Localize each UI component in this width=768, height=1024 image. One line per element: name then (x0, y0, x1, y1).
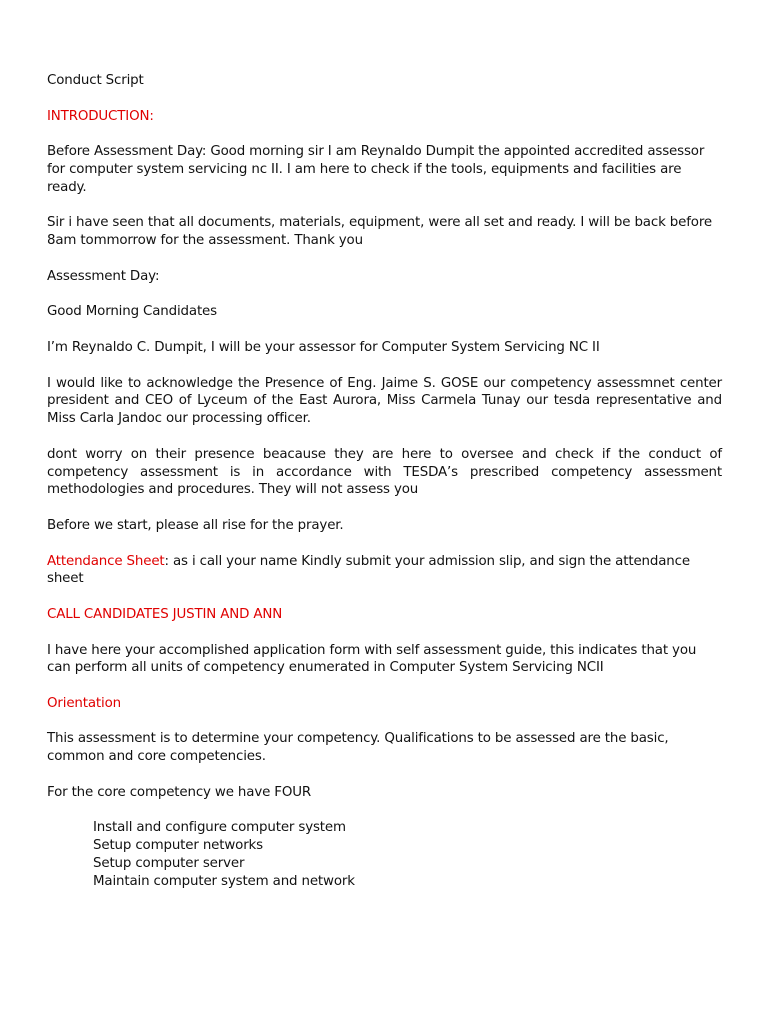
application-form-paragraph: I have here your accomplished application form with self assessment guide, this indicates that you can perform all units of competency enumerated in Computer System Servicing NCII (47, 642, 697, 676)
orientation-paragraph: This assessment is to determine your competency. Qualifications to be assessed are the basic, common and core competencies. (47, 731, 669, 765)
attendance-sheet-label: Attendance Sheet (47, 553, 165, 569)
core-competency-intro: For the core competency we have FOUR (47, 784, 312, 800)
before-assessment-day-text: Good morning sir I am Reynaldo Dumpit the appointed accredited assessor for computer system servicing nc II. I am here to check if the tools, equipments and facilities are ready. (47, 144, 705, 195)
introduction-heading: INTRODUCTION: (47, 108, 154, 124)
document-page (47, 72, 722, 891)
assessor-intro-paragraph: I’m Reynaldo C. Dumpit, I will be your assessor for Computer System Servicing NC II (47, 339, 600, 355)
list-item: Setup computer server (93, 856, 245, 872)
document-title: Conduct Script (47, 73, 144, 88)
before-assessment-day-paragraph (47, 143, 722, 196)
list-item: Maintain computer system and network (93, 873, 355, 889)
orientation-heading: Orientation (47, 695, 121, 711)
prayer-paragraph: Before we start, please all rise for the prayer. (47, 517, 344, 533)
assessment-day-label: Assessment Day: (47, 268, 160, 284)
call-candidates-heading: CALL CANDIDATES JUSTIN AND ANN (47, 606, 283, 622)
attendance-paragraph (47, 553, 722, 589)
acknowledge-paragraph: I would like to acknowledge the Presence of Eng. Jaime S. GOSE our competency assessmnet center president and CEO of Lyceum of the East Aurora, Miss Carmela Tunay our tesda representative and Miss Carla Jandoc our processing officer. (47, 375, 722, 427)
before-assessment-day-label: Before Assessment Day: (47, 144, 207, 160)
dont-worry-paragraph: dont worry on their presence beacause they are here to oversee and check if the conduct of competency assessment is in accordance with TESDA’s prescribed competency assessment methodologies and procedures. They will not assess you (47, 446, 722, 498)
attendance-sheet-text: : as i call your name Kindly submit your admission slip, and sign the attendance sheet (47, 553, 690, 587)
before-day-followup-paragraph: Sir i have seen that all documents, materials, equipment, were all set and ready. I will be back before 8am tommorrow for the assessment. Thank you (47, 215, 712, 249)
core-competency-list (93, 819, 722, 890)
list-item: Setup computer networks (93, 838, 263, 854)
greeting-paragraph: Good Morning Candidates (47, 304, 217, 320)
list-item: Install and configure computer system (93, 820, 346, 836)
